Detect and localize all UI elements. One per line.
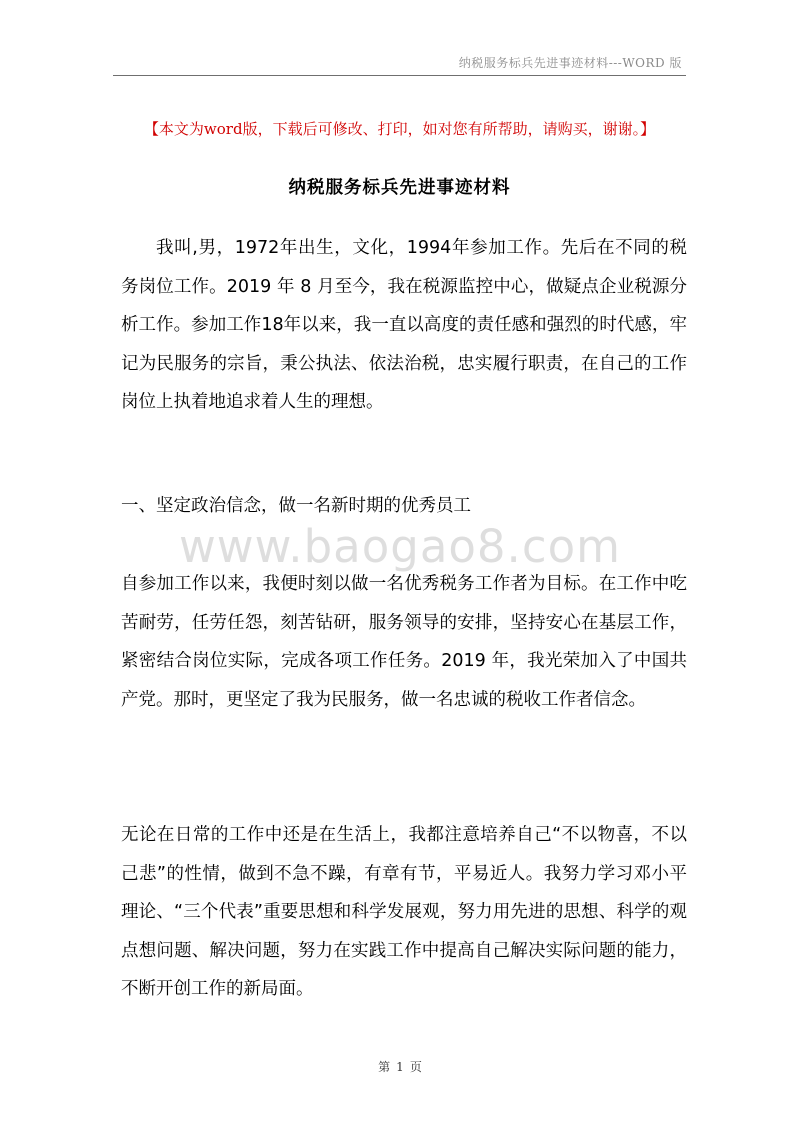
section-heading-1: 一、坚定政治信念，做一名新时期的优秀员工 xyxy=(121,496,471,516)
purchase-notice: 【本文为word版，下载后可修改、打印，如对您有所帮助，请购买，谢谢。】 xyxy=(143,120,656,138)
header-divider xyxy=(113,75,686,76)
running-header: 纳税服务标兵先进事迹材料---WORD 版 xyxy=(458,56,682,70)
page-footer xyxy=(0,1058,800,1075)
footer-suffix: 页 xyxy=(409,1060,422,1074)
footer-prefix: 第 xyxy=(378,1060,391,1074)
watermark: www.baogao8.com xyxy=(179,520,621,573)
document-title: 纳税服务标兵先进事迹材料 xyxy=(288,178,511,198)
body-paragraph: 无论在日常的工作中还是在生活上，我都注意培养自己“不以物喜，不以己悲”的性情，做到不急不躁，有章有节，平易近人。我努力学习邓小平理论、“三个代表”重要思想和科学发展观，努力用先进的思想、科学的观点想问题、解决问题，努力在实践工作中提高自己解决实际问题的能力，不断开创工作的新局面。 xyxy=(121,825,687,999)
page-number: 1 xyxy=(396,1060,404,1074)
body-paragraph: 自参加工作以来，我便时刻以做一名优秀税务工作者为目标。在工作中吃苦耐劳，任劳任怨，刻苦钻研，服务领导的安排，坚持安心在基层工作，紧密结合岗位实际，完成各项工作任务。2019 年，我光荣加入了中国共产党。那时，更坚定了我为民服务，做一名忠诚的税收工作者信念。 xyxy=(121,574,687,710)
intro-paragraph: 我叫,男，1972年出生，文化，1994年参加工作。先后在不同的税务岗位工作。2019 年 8 月至今，我在税源监控中心，做疑点企业税源分析工作。参加工作18年以来，我一直以高度的责任感和强烈的时代感，牢记为民服务的宗旨，秉公执法、依法治税，忠实履行职责，在自己的工作岗位上执着地追求着人生的理想。 xyxy=(121,238,687,412)
